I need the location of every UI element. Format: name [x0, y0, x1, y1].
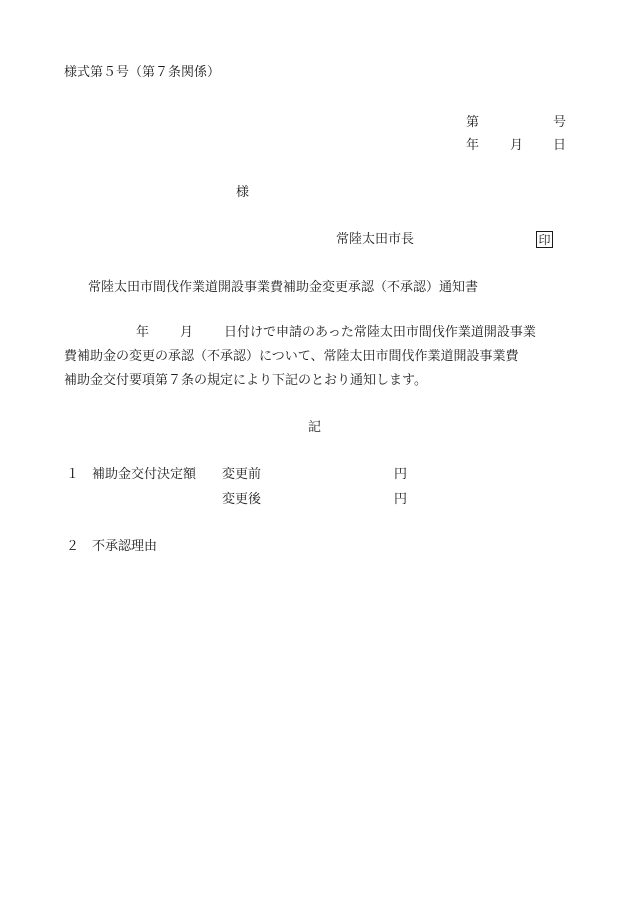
addressee-sama: 様 [236, 185, 250, 200]
before-change-unit: 円 [394, 467, 408, 482]
item2-label: 不承認理由 [92, 539, 158, 554]
after-change-unit: 円 [394, 492, 408, 507]
body-line-2: 費補助金の変更の承認（不承認）について、常陸太田市間伐作業道開設事業費 [64, 349, 519, 364]
date-month-label: 月 [510, 138, 524, 153]
document-title: 常陸太田市間伐作業道開設事業費補助金変更承認（不承認）通知書 [88, 280, 479, 295]
before-change-label: 変更前 [222, 467, 262, 482]
seal-stamp: 印 [536, 231, 553, 248]
item1-label: 補助金交付決定額 [92, 467, 197, 482]
body-line-1: 日付けで申請のあった常陸太田市間伐作業道開設事業 [224, 325, 536, 340]
item2-number: ２ [66, 539, 80, 554]
issuer-name: 常陸太田市長 [336, 232, 415, 247]
form-number: 様式第５号（第７条関係） [64, 65, 221, 80]
ref-go: 号 [553, 115, 567, 130]
body-line-3: 補助金交付要項第７条の規定により下記のとおり通知します。 [64, 373, 427, 388]
ki-heading: 記 [308, 420, 322, 435]
body-month-label: 月 [180, 325, 194, 340]
date-day-label: 日 [553, 138, 567, 153]
after-change-label: 変更後 [222, 492, 262, 507]
body-year-label: 年 [136, 325, 150, 340]
item1-number: １ [66, 467, 80, 482]
date-year-label: 年 [466, 138, 480, 153]
ref-dai: 第 [466, 115, 480, 130]
